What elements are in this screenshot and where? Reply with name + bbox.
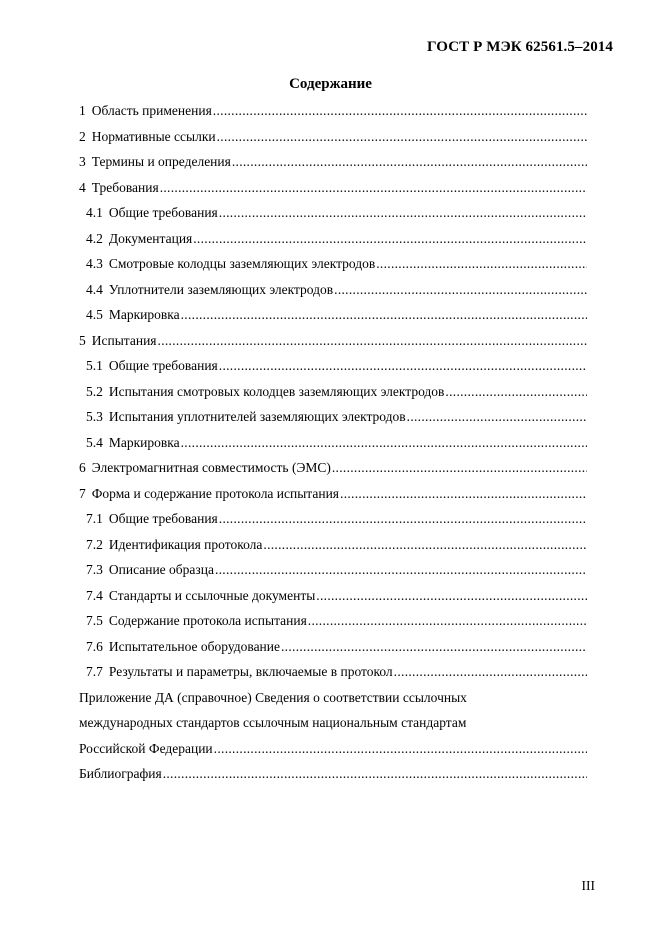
- toc-entry[interactable]: [79, 430, 587, 456]
- toc-entry-number: 4.3: [86, 256, 103, 271]
- toc-entry[interactable]: [79, 226, 587, 252]
- leader-dots: [232, 149, 587, 175]
- page-number: III: [581, 878, 595, 893]
- toc-entry-number: 5.2: [86, 383, 103, 399]
- leader-dots: [316, 583, 587, 609]
- toc-entry-label: Маркировка: [108, 434, 180, 450]
- toc-entry-label: Общие требования: [108, 511, 218, 526]
- leader-dots: [340, 481, 587, 507]
- leader-dots: [158, 328, 587, 354]
- toc-entry-number: 5.1: [86, 358, 103, 373]
- toc-entry-bibliography[interactable]: [79, 761, 587, 787]
- document-header: ГОСТ Р МЭК 62561.5–2014: [426, 39, 613, 55]
- appendix-line-3-label: Российской Федерации: [79, 740, 213, 756]
- leader-dots: [214, 736, 587, 762]
- leader-dots: [181, 302, 587, 328]
- toc-entry-label: Стандарты и ссылочные документы: [108, 587, 316, 603]
- toc-entry[interactable]: [79, 583, 587, 609]
- toc-entry[interactable]: [79, 608, 587, 634]
- toc-entry[interactable]: [79, 251, 587, 277]
- appendix-line-3[interactable]: [79, 736, 587, 762]
- toc-entry-number: 4.4: [86, 281, 103, 297]
- toc-entry[interactable]: [79, 557, 587, 583]
- toc-entry[interactable]: [79, 481, 587, 507]
- toc-entry[interactable]: [79, 659, 587, 685]
- leader-dots: [213, 98, 587, 124]
- toc-entry-number: 5.4: [86, 434, 103, 450]
- toc-entry-label: Испытательное оборудование: [108, 638, 280, 654]
- toc-entry-number: 7.1: [86, 511, 103, 526]
- toc-entry-number: 7.5: [86, 613, 103, 628]
- toc-entry[interactable]: [79, 149, 587, 175]
- toc-entry-number: 7: [79, 485, 86, 501]
- leader-dots: [407, 404, 587, 430]
- toc-entry[interactable]: [79, 634, 587, 660]
- toc-entry-number: 4.2: [86, 230, 103, 246]
- toc-entry-label: Документация: [108, 230, 193, 246]
- toc-entry-label: Термины и определения: [91, 154, 231, 169]
- toc-entry[interactable]: [79, 506, 587, 532]
- toc-entry[interactable]: [79, 328, 587, 354]
- toc-entry-number: 7.3: [86, 562, 103, 577]
- leader-dots: [163, 761, 587, 787]
- leader-dots: [219, 353, 587, 379]
- toc-entry-label: Результаты и параметры, включаемые в протокол: [108, 664, 393, 679]
- appendix-line-2[interactable]: международных стандартов ссылочным национальным стандартам: [79, 715, 467, 730]
- toc-entry-label: Общие требования: [108, 358, 218, 373]
- toc-entry-label: Испытания смотровых колодцев заземляющих электродов: [108, 383, 445, 399]
- toc-entry[interactable]: [79, 200, 587, 226]
- toc-entry-number: 3: [79, 154, 86, 169]
- leader-dots: [181, 430, 587, 456]
- table-of-contents: [79, 98, 587, 787]
- leader-dots: [376, 251, 587, 277]
- toc-entry-label: Описание образца: [108, 562, 214, 577]
- toc-entry-label: Смотровые колодцы заземляющих электродов: [108, 256, 376, 271]
- leader-dots: [281, 634, 587, 660]
- toc-entry[interactable]: [79, 277, 587, 303]
- toc-entries: [79, 98, 587, 685]
- toc-entry[interactable]: [79, 98, 587, 124]
- toc-entry-label: Форма и содержание протокола испытания: [91, 485, 340, 501]
- toc-entry-number: 7.2: [86, 536, 103, 552]
- toc-entry-label: Общие требования: [108, 205, 218, 220]
- toc-entry-number: 5.3: [86, 409, 103, 424]
- toc-entry-number: 2: [79, 128, 86, 144]
- toc-entry-label: Испытания: [91, 332, 157, 348]
- toc-entry-number: 4.1: [86, 205, 103, 220]
- toc-entry-number: 7.7: [86, 664, 103, 679]
- toc-entry-number: 4: [79, 179, 86, 195]
- leader-dots: [217, 124, 587, 150]
- bibliography-label: Библиография: [79, 766, 162, 781]
- toc-entry-label: Содержание протокола испытания: [108, 613, 307, 628]
- toc-entry-label: Маркировка: [108, 307, 180, 322]
- toc-entry[interactable]: [79, 455, 587, 481]
- contents-title: Содержание: [289, 76, 372, 92]
- leader-dots: [219, 200, 587, 226]
- toc-entry-number: 1: [79, 103, 86, 118]
- toc-entry[interactable]: [79, 404, 587, 430]
- leader-dots: [308, 608, 587, 634]
- toc-entry-number: 4.5: [86, 307, 103, 322]
- toc-entry-number: 5: [79, 332, 86, 348]
- toc-entry-label: Испытания уплотнителей заземляющих электродов: [108, 409, 406, 424]
- toc-entry[interactable]: [79, 379, 587, 405]
- leader-dots: [193, 226, 587, 252]
- toc-entry[interactable]: [79, 353, 587, 379]
- toc-entry[interactable]: [79, 302, 587, 328]
- toc-entry-label: Область применения: [91, 103, 212, 118]
- toc-entry-number: 7.6: [86, 638, 103, 654]
- toc-entry-number: 7.4: [86, 587, 103, 603]
- toc-entry[interactable]: [79, 124, 587, 150]
- leader-dots: [332, 455, 587, 481]
- toc-entry-label: Уплотнители заземляющих электродов: [108, 281, 334, 297]
- leader-dots: [160, 175, 587, 201]
- toc-entry-label: Электромагнитная совместимость (ЭМС): [91, 460, 331, 475]
- leader-dots: [394, 659, 587, 685]
- leader-dots: [445, 379, 587, 405]
- toc-entry[interactable]: [79, 532, 587, 558]
- leader-dots: [219, 506, 587, 532]
- leader-dots: [334, 277, 587, 303]
- appendix-line-1[interactable]: Приложение ДА (справочное) Сведения о соответствии ссылочных: [79, 689, 467, 705]
- toc-entry-number: 6: [79, 460, 86, 475]
- leader-dots: [263, 532, 587, 558]
- toc-entry-label: Идентификация протокола: [108, 536, 263, 552]
- toc-entry-label: Требования: [91, 179, 159, 195]
- leader-dots: [215, 557, 587, 583]
- toc-entry[interactable]: [79, 175, 587, 201]
- toc-entry-label: Нормативные ссылки: [91, 128, 216, 144]
